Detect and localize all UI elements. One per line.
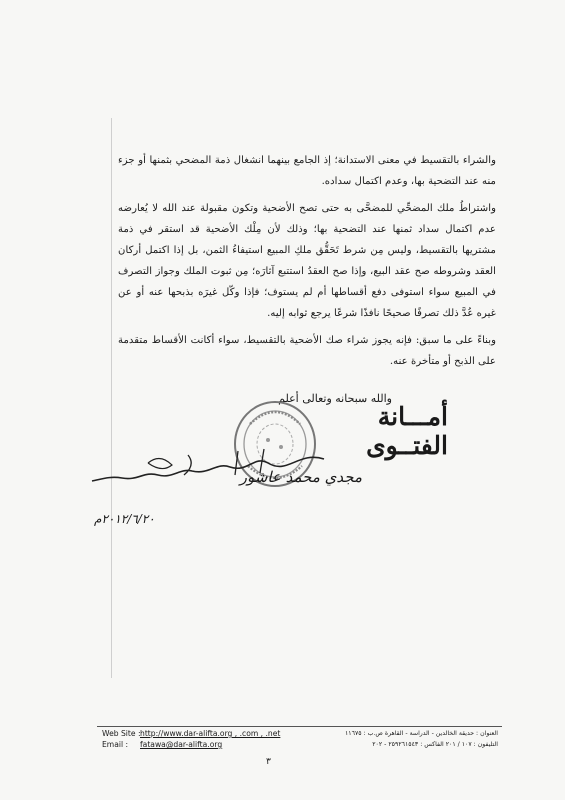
- signature-date: ٢٠١٢/٦/٢٠م: [94, 512, 155, 526]
- paragraph-1: والشراء بالتقسيط في معنى الاستدانة؛ إذ الجامع بينهما انشغال ذمة المضحي بثمنها أو جزء منه عند التضحية بها، وعدم اكتمال سداده.: [118, 155, 496, 187]
- footer-contact-latin: [102, 728, 302, 750]
- footer-contact-arabic: [300, 728, 498, 750]
- website-label: Web Site :: [102, 729, 141, 738]
- page-number: ٣: [266, 757, 271, 767]
- phone-line: التليفون : ١٠٧ / ٢٠١ الفاكس : ٢٥٩٢٦١٥٤٣ - ٢٠٢: [372, 741, 498, 748]
- fatwa-department-title: أمـــانة الفتــوى: [366, 402, 448, 460]
- signatory-name: مجدي محمد عاشور: [239, 468, 362, 486]
- paragraph-3: وبناءً على ما سبق: فإنه يجوز شراء صك الأضحية بالتقسيط، سواء أكانت الأقساط متقدمة على الذبح أو متأخرة عنه.: [118, 335, 496, 367]
- footer-divider: [97, 726, 502, 727]
- closing-phrase: والله سبحانه وتعالى أعلم: [278, 392, 392, 405]
- margin-line: [111, 118, 112, 678]
- email-label: Email :: [102, 740, 129, 749]
- website-link[interactable]: http://www.dar-alifta.org , .com , .net: [140, 729, 281, 738]
- fatwa-body: [118, 150, 496, 378]
- paragraph-2: واشتراطُ ملك المضحِّي للمضحَّى به حتى تصح الأضحية وتكون مقبولة عند الله لا يُعارضه عدم اكتمال سداد ثمنها عند التضحية بها؛ وذلك لأن مِلْك الأضحية قد استقر في ذمة مشتريها بالتقسيط، وليس مِن شرط تَحَقُّق ملكِ المبيع استيفاءُ الثمن، بل إذا اكتمل أركان العقد وشروطه صح عقد البيع، وإذا صح العقدُ استتبع آثارَه؛ مِن ثبوت الملك وجواز التصرف في المبيع سواء استوفى دفع أقساطها أم لم يستوف؛ فإذا وكّل غيرَه بذبحها عنه أو عن غيره عُدَّ ذلك تصرفًا صحيحًا نافذًا شرعًا يرجع ثوابه إليه.: [118, 203, 496, 319]
- email-link[interactable]: fatawa@dar-alifta.org: [140, 740, 223, 749]
- address-line: العنوان : حديقة الخالدين - الدراسة - القاهرة ص.ب : ١١٦٧٥: [344, 730, 498, 737]
